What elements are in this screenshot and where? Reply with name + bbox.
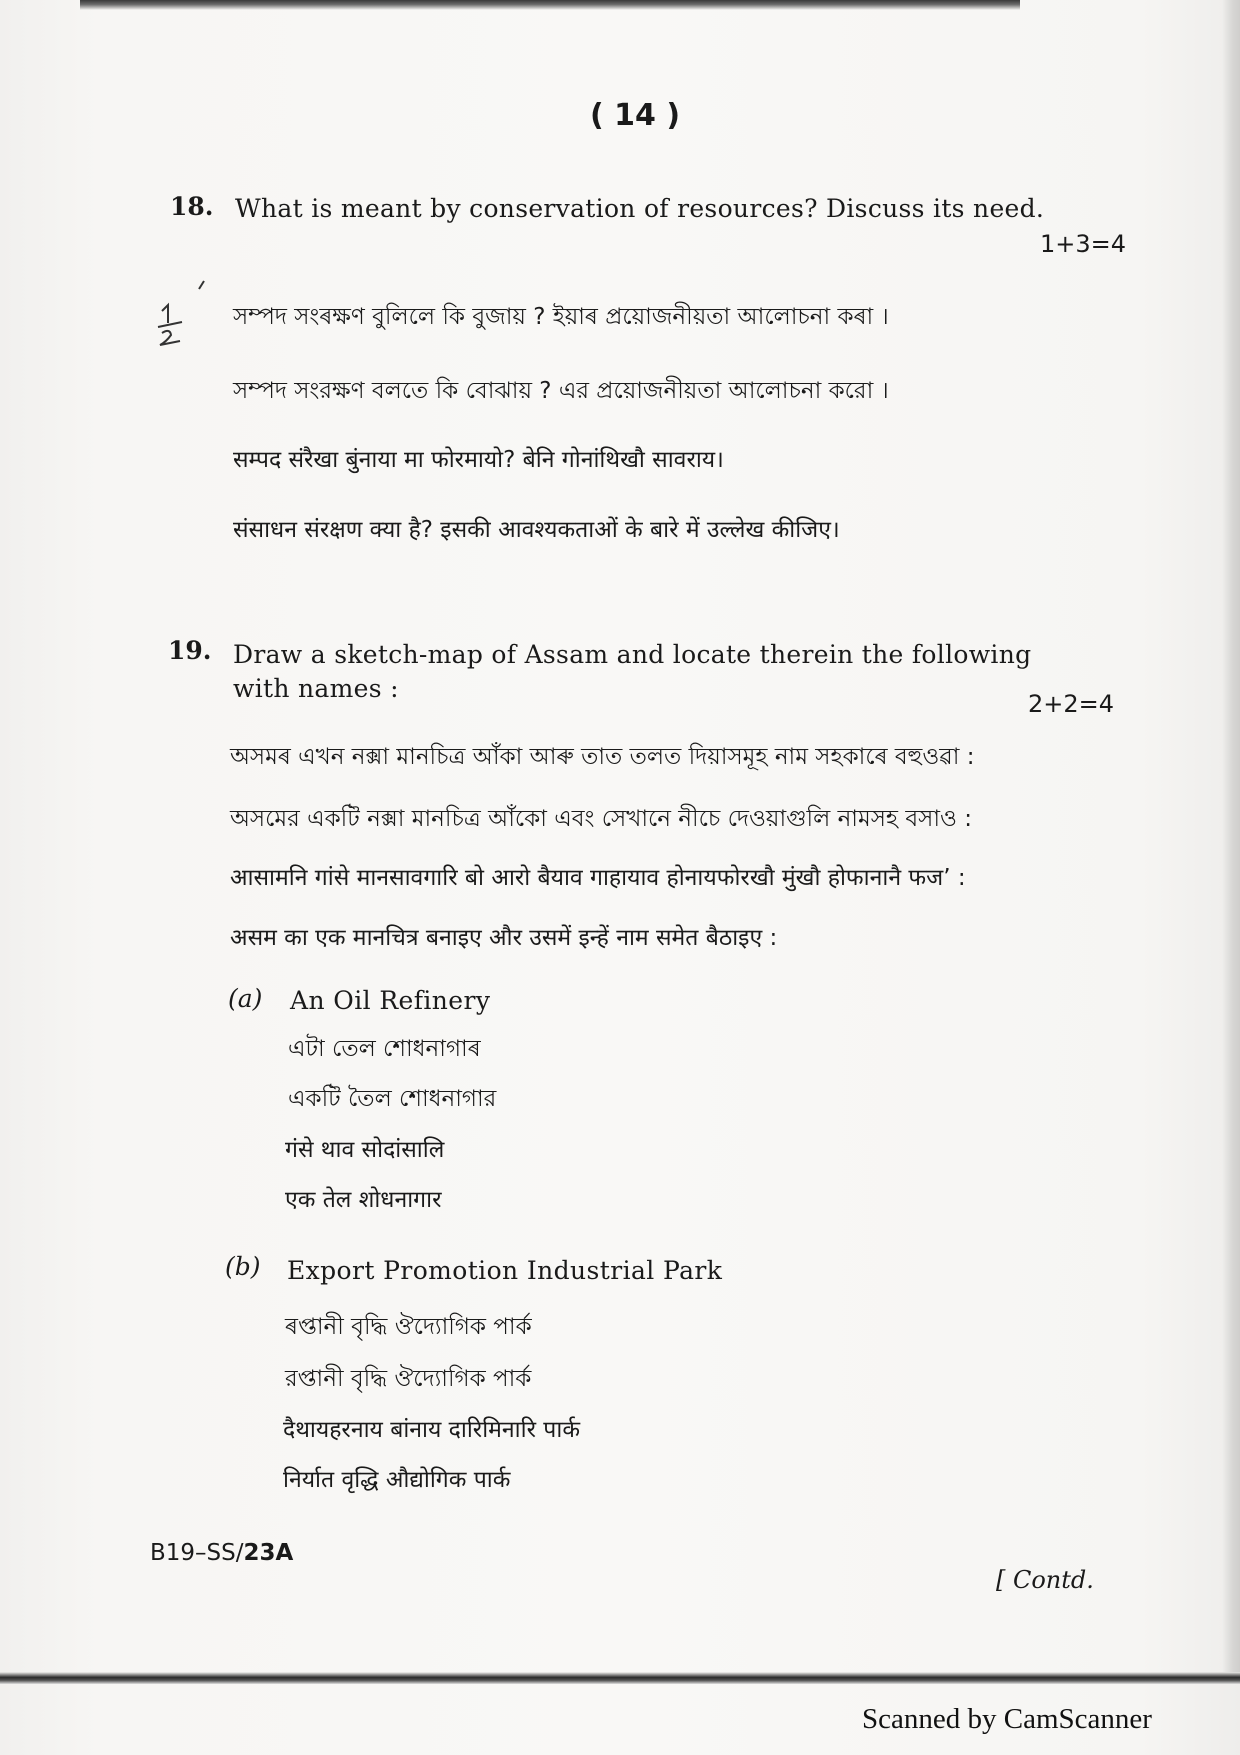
- page-bottom-shadow: [0, 1672, 1240, 1684]
- page-top-shadow: [80, 0, 1020, 10]
- page-right-shadow: [1222, 0, 1240, 1672]
- handwritten-half-mark: [152, 275, 212, 365]
- question-19-bodo: आसामनि गांसे मानसावगारि बो आरो बैयाव गाहायाव होनायफोरखौ मुंखौ होफानानै फज’ :: [230, 865, 966, 891]
- question-18-bengali: সম্পদ সংরক্ষণ বলতে কি বোঝায় ? এর প্রয়োজনীয়তা আলোচনা করো ।: [233, 378, 889, 404]
- subpart-a-title: An Oil Refinery: [290, 986, 491, 1015]
- question-18-text: What is meant by conservation of resources? Discuss its need.: [235, 194, 1045, 223]
- question-19-bengali: অসমের একটি নক্সা মানচিত্র আঁকো এবং সেখানে নীচে দেওয়াগুলি নামসহ বসাও :: [230, 806, 972, 832]
- question-19-text-line2: with names :: [233, 674, 399, 703]
- subpart-a-bodo: गंसे थाव सोदांसालि: [285, 1137, 445, 1163]
- subpart-a-hindi: एक तेल शोधनागार: [285, 1187, 442, 1213]
- question-18-number: 18.: [170, 192, 214, 221]
- question-19-number: 19.: [168, 636, 212, 665]
- subpart-b-bodo: दैथायहरनाय बांनाय दारिमिनारि पार्क: [283, 1417, 580, 1443]
- question-19-text-line1: Draw a sketch-map of Assam and locate therein the following: [233, 640, 1032, 669]
- subpart-b-title: Export Promotion Industrial Park: [287, 1256, 723, 1285]
- paper-code-prefix: B19–SS/: [150, 1540, 244, 1566]
- subpart-a-label: (a): [228, 984, 263, 1013]
- subpart-a-assamese: এটা তেল শোধনাগাৰ: [288, 1036, 481, 1062]
- question-19-assamese: অসমৰ এখন নক্সা মানচিত্ৰ আঁকা আৰু তাত তলত দিয়াসমূহ নাম সহকাৰে বহুওৱা :: [230, 744, 975, 770]
- subpart-b-label: (b): [225, 1252, 261, 1281]
- subpart-b-assamese: ৰপ্তানী বৃদ্ধি ঔদ্যোগিক পাৰ্ক: [285, 1314, 532, 1340]
- camscanner-watermark: Scanned by CamScanner: [862, 1703, 1152, 1735]
- subpart-b-hindi: निर्यात वृद्धि औद्योगिक पार्क: [283, 1467, 511, 1493]
- question-18-assamese: সম্পদ সংৰক্ষণ বুলিলে কি বুজায় ? ইয়াৰ প্ৰয়োজনীয়তা আলোচনা কৰা ।: [233, 304, 889, 330]
- question-18-bodo: सम्पद संरैखा बुंनाया मा फोरमायो? बेनि गोनांथिखौ सावराय।: [233, 447, 724, 473]
- paper-code-number: 23A: [243, 1540, 294, 1566]
- subpart-b-bengali: রপ্তানী বৃদ্ধি ঔদ্যোগিক পার্ক: [285, 1366, 532, 1392]
- question-18-marks: 1+3=4: [1040, 230, 1127, 258]
- question-19-hindi: असम का एक मानचित्र बनाइए और उसमें इन्हें नाम समेत बैठाइए :: [230, 925, 778, 951]
- paper-code: [150, 1540, 293, 1566]
- continued-marker: [ Contd.: [996, 1566, 1094, 1594]
- subpart-a-bengali: একটি তৈল শোধনাগার: [288, 1086, 497, 1112]
- question-19-marks: 2+2=4: [1028, 690, 1115, 718]
- question-18-hindi: संसाधन संरक्षण क्या है? इसकी आवश्यकताओं के बारे में उल्लेख कीजिए।: [233, 517, 840, 543]
- page-number: ( 14 ): [589, 98, 681, 133]
